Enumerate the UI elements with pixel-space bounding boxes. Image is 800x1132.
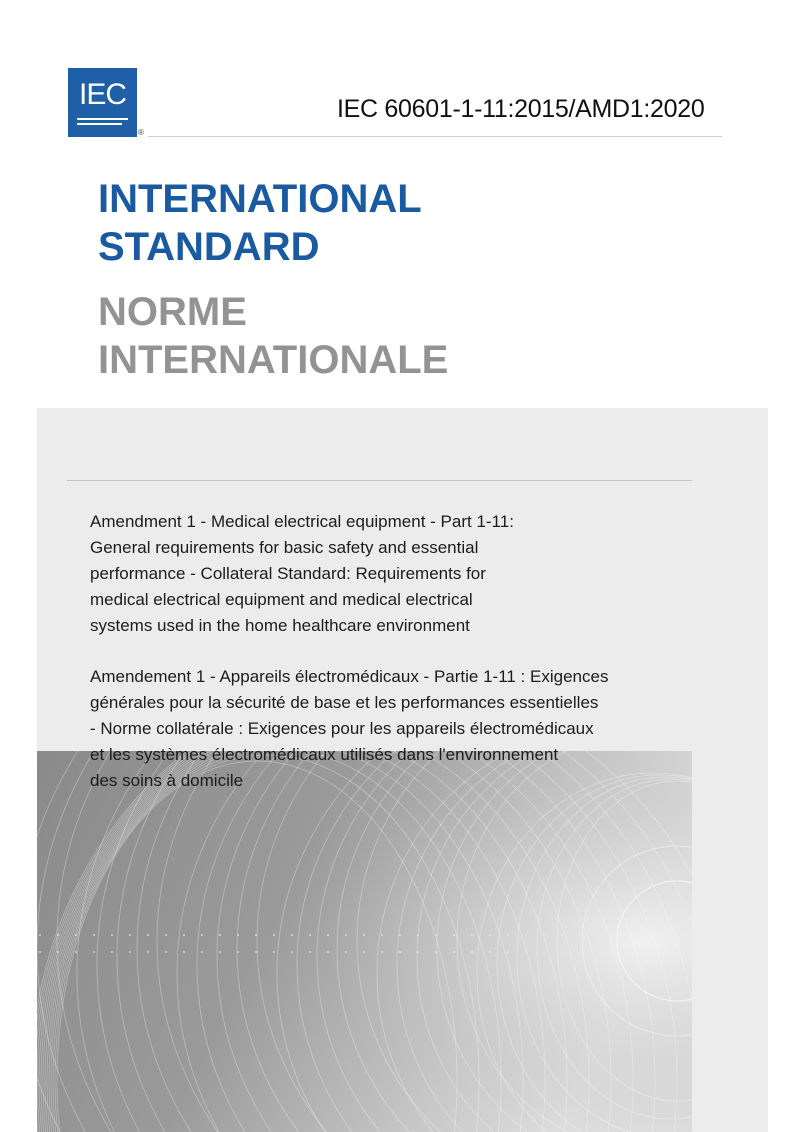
iec-logo (68, 68, 137, 137)
artwork-dot (255, 951, 257, 953)
artwork-dot (399, 934, 401, 936)
artwork-dot (525, 951, 527, 953)
artwork-dot (453, 951, 455, 953)
artwork-dot (363, 934, 365, 936)
artwork-dot (561, 934, 563, 936)
artwork-dot (345, 951, 347, 953)
artwork-dot (75, 934, 77, 936)
artwork-dot (237, 951, 239, 953)
artwork-dot (453, 934, 455, 936)
artwork-dot (507, 934, 509, 936)
artwork-dot (183, 951, 185, 953)
document-id: IEC 60601-1-11:2015/AMD1:2020 (337, 95, 705, 123)
header-divider (148, 136, 722, 137)
artwork-dot (327, 951, 329, 953)
artwork-dot (579, 934, 581, 936)
artwork-dot (471, 951, 473, 953)
artwork-dot (363, 951, 365, 953)
artwork-dot (273, 951, 275, 953)
artwork-dot (471, 934, 473, 936)
artwork-dot (237, 934, 239, 936)
description-french: Amendement 1 - Appareils électromédicaux - Partie 1-11 : Exigences générales pour la sécurité de base et les performances essentielles - Norme collatérale : Exigences pour les appareils électromédicaux et les systèmes électromédicaux utilisés dans l'environnement des soins à domicile (90, 667, 609, 790)
artwork-dot (165, 951, 167, 953)
artwork-dot (39, 934, 41, 936)
artwork-dot (561, 951, 563, 953)
artwork-dot (39, 951, 41, 953)
artwork-dot (435, 951, 437, 953)
artwork-dot (399, 951, 401, 953)
artwork-dot (507, 951, 509, 953)
artwork-dot (291, 951, 293, 953)
artwork-dot (345, 934, 347, 936)
artwork-dot (543, 951, 545, 953)
artwork-dot (525, 934, 527, 936)
artwork-dot (93, 951, 95, 953)
artwork-dot (57, 934, 59, 936)
artwork-dot (129, 951, 131, 953)
artwork-dot (255, 934, 257, 936)
artwork-dot (57, 951, 59, 953)
artwork-dot (111, 934, 113, 936)
title-english: INTERNATIONAL STANDARD (98, 177, 422, 269)
artwork-dot (489, 934, 491, 936)
artwork-dot (111, 951, 113, 953)
artwork-dot (201, 934, 203, 936)
artwork-dot (417, 934, 419, 936)
artwork-dot (417, 951, 419, 953)
artwork-dot (273, 934, 275, 936)
artwork-dot (381, 951, 383, 953)
artwork-dot (183, 934, 185, 936)
artwork-dot (489, 951, 491, 953)
artwork-dot (75, 951, 77, 953)
artwork-dot (147, 951, 149, 953)
artwork-dot (219, 934, 221, 936)
iec-logo-text: IEC (78, 78, 126, 111)
cover-artwork (37, 751, 692, 1132)
title-french: NORME INTERNATIONALE (98, 290, 449, 382)
logo-line (77, 123, 122, 125)
artwork-dot (579, 951, 581, 953)
artwork-dot (219, 951, 221, 953)
artwork-dot (309, 951, 311, 953)
artwork-dot (309, 934, 311, 936)
artwork-dot (201, 951, 203, 953)
artwork-dot (93, 934, 95, 936)
description-english: Amendment 1 - Medical electrical equipment - Part 1-11: General requirements for basic safety and essential performance - Collateral Standard: Requirements for medical electrical equipment and medical electrical systems used in the home healthcare environment (90, 512, 514, 635)
artwork-dot (291, 934, 293, 936)
panel-divider (67, 480, 692, 481)
registered-mark: ® (138, 128, 144, 137)
artwork-dot (327, 934, 329, 936)
artwork-dot (147, 934, 149, 936)
artwork-dot (129, 934, 131, 936)
artwork-dot (543, 934, 545, 936)
artwork-dot (381, 934, 383, 936)
artwork-dot (165, 934, 167, 936)
artwork-dot (435, 934, 437, 936)
logo-line (77, 118, 128, 120)
